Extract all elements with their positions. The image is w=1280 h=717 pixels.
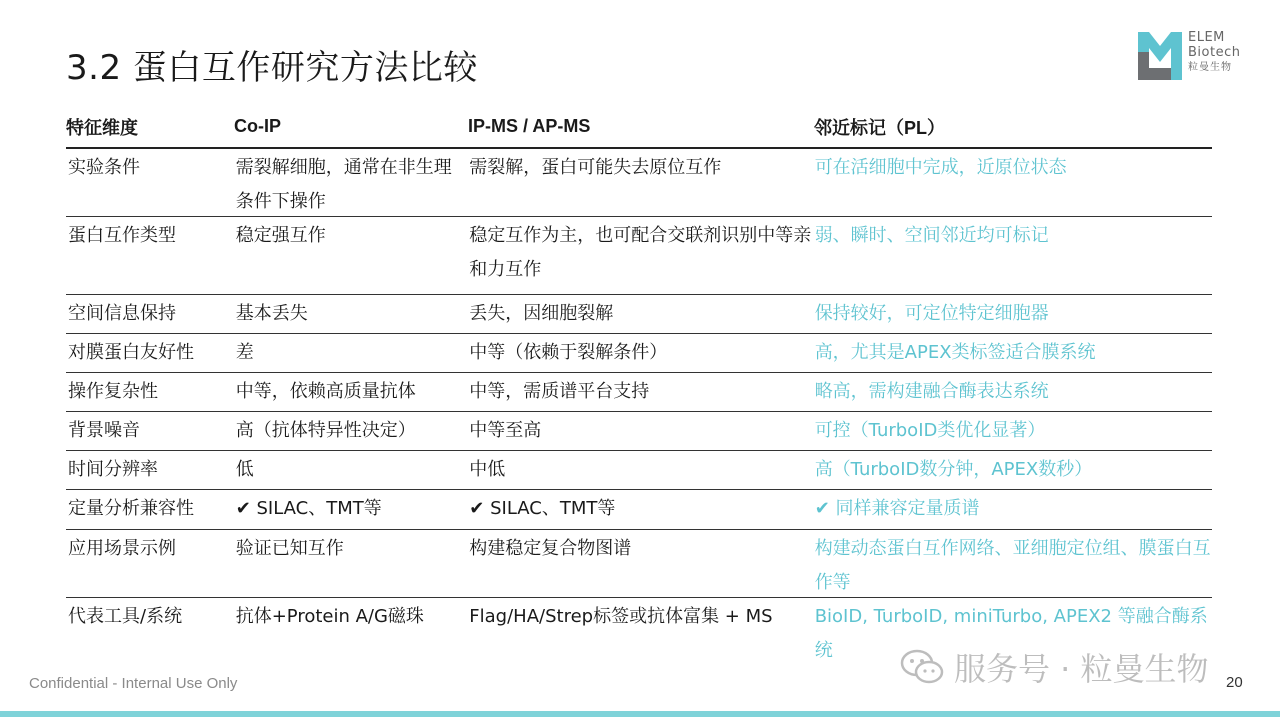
table-cell: BioID, TurboID, miniTurbo, APEX2 等融合酶系统 (814, 606, 1208, 661)
table-cell: 差 (235, 342, 254, 363)
table-cell: 中等，依赖高质量抗体 (235, 381, 416, 402)
table-cell: 抗体+Protein A/G磁珠 (235, 606, 424, 627)
logo-mark-icon (1138, 32, 1182, 80)
table-header-cell: IP-MS / AP-MS (468, 116, 591, 136)
table-cell: 保持较好，可定位特定细胞器 (814, 303, 1049, 324)
table-cell: 略高，需构建融合酶表达系统 (814, 381, 1049, 402)
table-cell: 验证已知互作 (235, 538, 344, 559)
table-cell: 应用场景示例 (68, 538, 176, 559)
table-cell: 实验条件 (68, 157, 140, 178)
table-header-cell: 特征维度 (66, 117, 138, 138)
table-cell: Flag/HA/Strep标签或抗体富集 + MS (469, 606, 773, 627)
table-cell: 需裂解细胞，通常在非生理条件下操作 (235, 157, 452, 212)
table-cell: 构建稳定复合物图谱 (469, 538, 632, 559)
table-row (66, 334, 1212, 373)
logo-text-chinese: 粒曼生物 (1188, 62, 1232, 73)
table-cell: 构建动态蛋白互作网络、亚细胞定位组、膜蛋白互作等 (814, 538, 1211, 593)
table-header-cell: Co-IP (234, 116, 281, 136)
table-cell: 高（抗体特异性决定） (235, 420, 416, 441)
table-cell: 弱、瞬时、空间邻近均可标记 (814, 225, 1049, 246)
bottom-accent-bar (0, 711, 1280, 717)
table-cell: 稳定强互作 (235, 225, 326, 246)
comparison-table (66, 106, 1212, 670)
table-cell: 操作复杂性 (68, 381, 158, 402)
table-cell: 中等至高 (469, 420, 542, 441)
confidential-label: Confidential - Internal Use Only (29, 675, 238, 692)
table-row (66, 530, 1212, 598)
table-cell: ✔ SILAC、TMT等 (469, 498, 616, 519)
table-cell: 稳定互作为主，也可配合交联剂识别中等亲和力互作 (469, 225, 812, 280)
table-cell: 可在活细胞中完成，近原位状态 (814, 157, 1067, 178)
table-header-row (66, 106, 1212, 149)
table-cell: 低 (235, 459, 254, 480)
table-cell: 基本丢失 (235, 303, 308, 324)
table-row (66, 490, 1212, 530)
table-row (66, 295, 1212, 334)
table-cell: 中低 (469, 459, 506, 480)
table-header-cell: 邻近标记（PL） (814, 117, 946, 138)
table-row (66, 451, 1212, 490)
table-cell: 高（TurboID数分钟，APEX数秒） (814, 459, 1093, 480)
table-cell: 中等，需质谱平台支持 (469, 381, 650, 402)
company-logo (1138, 30, 1258, 80)
page-number: 20 (1226, 674, 1243, 691)
table-cell: 对膜蛋白友好性 (68, 342, 194, 363)
table-cell: 背景噪音 (68, 420, 140, 441)
table-cell: ✔ SILAC、TMT等 (235, 498, 382, 519)
logo-text-biotech: Biotech (1188, 45, 1241, 60)
table-row (66, 373, 1212, 412)
logo-text-elem: ELEM (1188, 30, 1225, 45)
table-cell: 丢失，因细胞裂解 (469, 303, 614, 324)
table-cell: 高，尤其是APEX类标签适合膜系统 (814, 342, 1096, 363)
table-row (66, 149, 1212, 217)
table-cell: 需裂解，蛋白可能失去原位互作 (469, 157, 722, 178)
table-cell: 蛋白互作类型 (68, 225, 176, 246)
table-row (66, 217, 1212, 295)
watermark (900, 644, 1209, 690)
page-title: 3.2 蛋白互作研究方法比较 (66, 48, 478, 88)
table-cell: 中等（依赖于裂解条件） (469, 342, 668, 363)
table-cell: 代表工具/系统 (68, 606, 183, 627)
wechat-icon (900, 648, 944, 686)
watermark-text: 服务号 · 粒曼生物 (954, 650, 1209, 688)
table-row (66, 412, 1212, 451)
table-cell: 可控（TurboID类优化显著） (814, 420, 1046, 441)
table-cell: 定量分析兼容性 (68, 498, 194, 519)
table-cell: 空间信息保持 (68, 303, 176, 324)
table-cell: ✔ 同样兼容定量质谱 (814, 498, 980, 519)
table-cell: 时间分辨率 (68, 459, 158, 480)
